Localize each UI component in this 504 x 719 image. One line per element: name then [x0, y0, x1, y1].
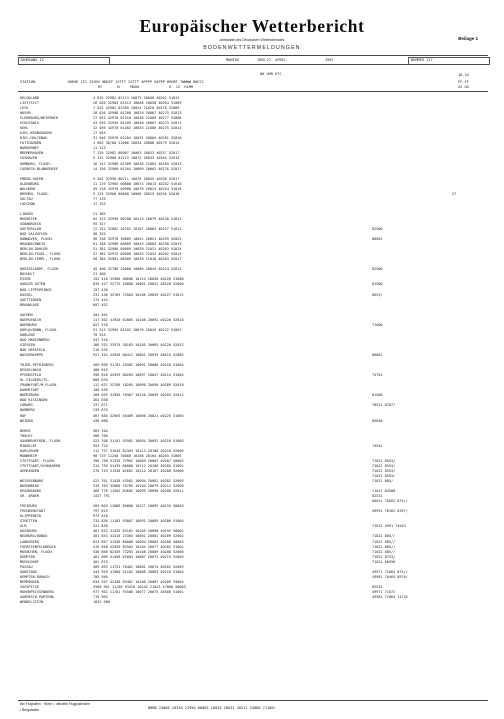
station-name: BRAUNSCHWEIG — [20, 242, 46, 247]
station-name: AUGSBURG — [20, 529, 37, 534]
station-values: 91 513 32965 01102 10076 20045 40222 51007 — [93, 327, 182, 332]
station-name: TRIER-PETRISBERG — [20, 363, 54, 368]
station-values: 17 253 — [93, 201, 106, 206]
station-name: OLDENBURG — [20, 181, 39, 186]
station-values: 634 947 42458 83401 10100 20087 40209 53004 — [93, 579, 184, 584]
station-remark: 60011 70262 875// — [372, 499, 408, 504]
station-name: BAD LIPPSPRINGE — [20, 287, 52, 292]
station-values: 262 658 — [93, 398, 108, 403]
supplement-label: Beilage 1 — [458, 36, 478, 41]
station-remark: 81500 — [372, 282, 383, 287]
station-values: 401 875 — [93, 559, 108, 564]
station-name: FREIBURG — [20, 504, 37, 509]
station-name: AACHEN — [20, 312, 33, 317]
station-name: ZUGSPITZE — [20, 584, 39, 589]
station-name: REGENSBURG — [20, 489, 42, 494]
station-remark: 49971 71064 875// — [372, 569, 408, 574]
station-values: 2960 961 11/00 93410 10242 21043 47066 58003 — [93, 584, 186, 589]
station-remark: 71000 — [372, 322, 383, 327]
station-values: 12 036 42970 01402 10033 21006 40275 52014 — [93, 126, 182, 131]
station-name: LECK — [20, 106, 29, 111]
station-name: BAD MARIENBERG — [20, 337, 50, 342]
station-name: NUERNBERG — [20, 484, 39, 489]
station-values: 462 869 41456 62803 10087 20072 40215 52005 — [93, 554, 184, 559]
station-name: LANDSBERG — [20, 539, 39, 544]
station-values: 5 131 32968 01215 10072 20033 40264 52015 — [93, 156, 180, 161]
station-remark: 71022 885/ — [372, 479, 394, 484]
page-title: Europäischer Wetterbericht — [139, 16, 365, 36]
station-remark: 71022 8553/ — [372, 474, 396, 478]
station-values: 805 635 — [93, 378, 108, 383]
station-values: 381 853 41518 23303 10081 20062 40209 52002 — [93, 534, 184, 539]
station-values: 31 046 32970 01204 10031 20004 40281 52010 — [93, 136, 182, 141]
station-values: 839 427 32775 10808 10061 20041 48520 52006 — [93, 282, 184, 287]
station-values: 265 609 31/02 10302 10091 20088 40218 51004 — [93, 363, 184, 368]
station-values: 231 438 32765 73503 10106 20059 40227 51012 — [93, 292, 184, 297]
station-name: PASSAU — [20, 564, 33, 569]
station-name: GUETERSLOH — [20, 227, 42, 232]
station-name: WENDELSTEIN — [20, 600, 44, 604]
station-values: 607 452 — [93, 302, 108, 307]
station-name: KOBLENZ — [20, 332, 35, 337]
column-header-line1: STATION HOEHE III IIHVV NDDFF 1STTT 2STTT 4PPPP 5APPP 6RRRT 7WWWW 8NCCC — [20, 80, 204, 84]
station-name: KLIPPENECK — [20, 514, 42, 519]
station-name: MUEHLDORF — [20, 559, 39, 564]
station-values: 16 147 32980 01309 10036 21003 40269 52013 — [93, 161, 182, 166]
station-name: THOLEY — [20, 433, 33, 438]
station-name: NEUBURG/DONAU — [20, 534, 48, 539]
station-values: 973 818 — [93, 514, 108, 519]
column-header-right3: XX OX — [458, 85, 469, 89]
station-name: GR. ARBER — [20, 494, 39, 499]
station-name: SCHLESWIG — [20, 121, 39, 126]
column-header-right2: FF-FF — [458, 80, 469, 84]
station-values: 314 739 31435 80000 10112 20108 40205 51001 — [93, 463, 184, 468]
station-name: WASSERKUPPE — [20, 353, 44, 358]
station-name: SOLTAU — [20, 196, 33, 201]
station-values: 337 671 — [93, 403, 108, 408]
station-remark: 71022 86550 — [372, 559, 396, 564]
station-name: KASSEL — [20, 292, 33, 297]
station-remark: 70511 8707/ — [372, 403, 396, 408]
station-name: KIEL-KRONSHAGEN — [20, 131, 52, 136]
station-remark: 74542 — [372, 443, 383, 448]
station-remark: 82532 — [372, 494, 383, 499]
station-name: ULM — [20, 524, 27, 529]
station-values: 26 020 32984 01513 10068 20058 40264 51009 — [93, 101, 182, 106]
station-values: 210 535 — [93, 348, 108, 352]
station-values: 152 410 32980 00606 10114 20050 40226 51008 — [93, 277, 184, 282]
station-name: HL.FILDERS/TS. — [20, 378, 50, 383]
station-name: STOETTEN — [20, 519, 37, 524]
station-name: DEUSELBACH — [20, 368, 42, 373]
station-values: 14 156 32960 01204 10009 20002 40276 52017 — [93, 166, 182, 171]
station-name: DARMSTADT — [20, 388, 39, 393]
station-name: LIST/SYLT — [20, 101, 39, 106]
station-values: 4 015 32982 01113 10075 20048 40262 51013 — [93, 96, 180, 100]
year-value: 1987 — [325, 58, 334, 62]
station-name: STUTTGART, FLUGH. — [20, 458, 56, 463]
station-name: GIESSEN — [20, 342, 35, 347]
station-values: 366 776 11562 83602 10099 20090 40206 52011 — [93, 489, 184, 494]
station-name: BERUS — [20, 428, 31, 433]
station-name: LUECHOW — [20, 201, 35, 206]
station-name: NOERVENICH — [20, 317, 42, 322]
station-values: 51 381 32980 00609 10039 21031 40263 52014 — [93, 247, 182, 252]
station-name: BRAUNLAGE — [20, 302, 39, 307]
station-name: HUSUM — [20, 111, 31, 116]
station-name: KIEL-HOLTENAU — [20, 136, 48, 141]
station-remark: 71022 885// — [372, 539, 396, 544]
station-name: MANNHEIM — [20, 453, 37, 458]
station-name: STUTTGART/SCHNARREN — [20, 463, 61, 468]
column-header-right1: 18-24 — [458, 73, 469, 77]
date-label: DEN 27. APRIL — [258, 58, 287, 62]
station-values: 239 675 — [93, 408, 108, 413]
station-remark: 82532 — [372, 584, 383, 589]
station-values: 112 727 31645 82303 10113 20108 40210 52006 — [93, 448, 184, 453]
station-name: SAARBRUECKEN, FLUGH. — [20, 438, 63, 443]
station-remark: 71022 4991 74543 — [372, 524, 406, 529]
station-name: GARMISCH-PARTENK. — [20, 594, 56, 599]
station-values: 11 113 — [93, 146, 106, 151]
station-values: 319 763 32660 70705 10104 20079 40212 52009 — [93, 484, 184, 489]
station-name: DUESSELDORF, FLUGH. — [20, 267, 61, 272]
station-name: BERLIN-TEGEL, FLUGH. — [20, 252, 63, 257]
station-values: 11 219 32965 00808 10074 20013 40252 51018 — [93, 181, 182, 186]
station-values: 530 866 82459 73203 10108 20089 40208 52006 — [93, 549, 184, 554]
station-name: BOCHOLT — [20, 272, 35, 277]
station-values: 363 704 — [93, 428, 108, 433]
station-values: 322 708 31/01 92902 10094 20092 40210 51005 — [93, 438, 184, 443]
station-values: 186 532 32975 30103 10105 20065 40220 52012 — [93, 342, 184, 347]
station-remark: 49991 70162 8357/ — [372, 509, 408, 514]
station-values: 7 129 32982 00907 10063 20033 40257 52017 — [93, 151, 180, 156]
station-remark: 82500 — [372, 227, 383, 232]
station-remark: 74742 — [372, 373, 383, 378]
station-values: 386 706 — [93, 433, 108, 438]
station-name: BAD HERSFELD — [20, 348, 46, 352]
station-values: 72 322 32862 20703 10107 20065 40237 51011 — [93, 227, 182, 232]
station-values: 522 838 — [93, 524, 108, 529]
station-remark: 71022 8553/ — [372, 458, 396, 463]
station-name: NUERBURG — [20, 322, 37, 327]
station-name: FREUDENSTADT — [20, 509, 46, 514]
station-values: 27 033 42970 01310 10038 21009 40277 52008 — [93, 116, 182, 121]
station-remark: 49981 70464 8570/ — [372, 574, 408, 579]
station-values: 37 382 32975 00506 10033 21032 40262 52015 — [93, 252, 182, 257]
station-name: MUENSTER — [20, 216, 37, 221]
station-name: COBURG — [20, 403, 33, 408]
station-remark: 49981 71064 74742 — [372, 594, 408, 599]
station-name: ESSEN — [20, 277, 31, 282]
station-name: HAMBURG, FLUGH. — [20, 161, 52, 166]
station-values: 98 325 — [93, 232, 106, 237]
issue-label: NUMMER 117 — [411, 58, 433, 62]
station-name: HOF — [20, 413, 27, 418]
station-values: 17 045 — [93, 131, 106, 136]
station-remark: 71022 8553/ — [372, 468, 396, 473]
station-name: KONSTANZ — [20, 569, 37, 574]
column-header-line2: KY N MOOO R 12 HLMH — [20, 85, 194, 89]
station-name: KEHL — [20, 126, 29, 131]
station-values: 519 858 42559 82502 10104 20077 40202 51001 — [93, 544, 184, 549]
station-values: 77 235 — [93, 196, 106, 201]
station-values: 28 026 42980 01208 10029 20007 40275 52013 — [93, 111, 182, 116]
station-name: HOHENPEISSENBERG — [20, 589, 54, 594]
station-name: WALHORN — [20, 186, 35, 191]
page-subtitle: Amtsblatt des Deutschen Wetterdienstes — [219, 38, 285, 42]
station-name: LUEBECK-BLANKENSEE — [20, 166, 58, 171]
station-values: 175 444 — [93, 297, 108, 302]
station-values: 797 815 — [93, 509, 108, 514]
station-values: 96 729 11250 70000 10108 20104 40203 51005 — [93, 453, 182, 458]
station-values: 705 946 — [93, 574, 108, 579]
station-values: 95 317 — [93, 222, 106, 226]
station-values: 157 430 — [93, 287, 108, 292]
station-values: 443 929 41960 51102 10088 20083 40210 51004 — [93, 569, 184, 574]
station-name: HAHLER ASTEN — [20, 282, 46, 287]
station-values: 627 510 — [93, 322, 108, 327]
station-remark: 71011 84500 — [372, 489, 396, 494]
station-values: 21 305 — [93, 211, 106, 216]
station-values: 547 516 — [93, 337, 108, 342]
station-remark: 71022 885// — [372, 549, 396, 554]
station-values: 1437 791 — [93, 494, 110, 499]
station-values: 5 224 32960 00808 10060 20015 40256 52018 — [93, 191, 180, 196]
station-values: 396 626 42959 00203 10097 20047 40214 51004 — [93, 373, 184, 378]
station-values: 734 836 11103 93007 10091 20089 40206 51004 — [93, 519, 184, 524]
station-values: 268 655 31956 70307 10120 20059 40204 52012 — [93, 393, 184, 398]
station-values: 553 724 — [93, 443, 108, 448]
station-values: 43 035 32945 01105 10040 20007 40273 52011 — [93, 121, 182, 126]
station-values: 977 962 11/01 93506 10077 20075 48506 51001 — [93, 589, 184, 594]
station-remark: 80001 — [372, 237, 383, 242]
station-remark: 82500 — [372, 267, 383, 272]
station-values: 117 502 41920 02805 10108 20092 40226 52018 — [93, 317, 184, 322]
station-remark: 71022 885// — [372, 544, 396, 549]
station-name: WUERZBURG — [20, 393, 39, 398]
station-name: BREMERHAVEN — [20, 151, 44, 156]
station-name: NORDERNEY — [20, 146, 39, 151]
section-heading: BODENWETTERMELDUNGEN — [203, 45, 301, 51]
utc-label: 00 UHR UTC — [260, 72, 282, 76]
station-name: FLENSBURG/WEIERWIK — [20, 116, 58, 121]
station-values: 45 400 32780 20000 10086 20045 40224 52012 — [93, 267, 182, 272]
station-values: 56 338 32970 30809 10051 20021 40259 52023 — [93, 237, 182, 242]
footer-code: BBBB 23006 10338 21950 00863 10035 20031 40211 54000 71100= — [148, 706, 276, 710]
station-name: KEMPTEN-DURACH — [20, 574, 50, 579]
station-values: 461 852 31435 83101 10109 20098 40195 50002 — [93, 529, 184, 534]
year-label: JAHRGANG 12 — [20, 58, 44, 62]
station-name: BAMBERG — [20, 408, 35, 413]
station-remark: 81500 — [372, 393, 383, 398]
station-name: OEHRINGEN — [20, 468, 39, 473]
station-name: FUERSTENFELDBRUCK — [20, 544, 56, 549]
station-values: 81 348 32980 00809 10045 20002 40258 52019 — [93, 242, 182, 247]
station-name: PFERDSFELD — [20, 373, 42, 378]
station-remark: 71022 8553/ — [372, 463, 396, 468]
station-name: MEMMINGEN — [20, 579, 39, 584]
station-name: CUXHAVEN — [20, 156, 37, 161]
station-name: HANNOVER, FLUGH. — [20, 237, 54, 242]
station-values: 111 637 32768 10205 10096 20056 40209 52010 — [93, 383, 184, 388]
station-name: KARLSRUHE — [20, 448, 39, 453]
station-name: BREMEN, FLUGH. — [20, 191, 50, 196]
station-remark: 71022 8753/ — [372, 554, 396, 559]
station-values: 567 685 32965 50409 10066 20021 40225 51005 — [93, 413, 184, 418]
station-values: 49 218 42970 00908 10078 20024 40254 51018 — [93, 186, 182, 191]
station-values: 62 313 32958 00706 10113 20079 40230 51012 — [93, 216, 182, 221]
station-remark: 8653/ — [372, 292, 383, 297]
station-values: 7 022 42982 01305 10024 21020 40278 52009 — [93, 106, 180, 111]
station-remark: 49971 71072 — [372, 589, 396, 594]
station-name: BERLIN-DAHLEM — [20, 247, 48, 252]
station-values: 50 384 32981 00509 10030 21018 40263 52017 — [93, 257, 182, 262]
station-values: 269 803 11666 80000 10127 20099 40194 50003 — [93, 504, 184, 509]
station-name: KOELN/BONN, FLUGH. — [20, 327, 58, 332]
station-values: 1 063 36/60 11606 10034 20006 40279 52014 — [93, 141, 180, 146]
station-values: 438 688 — [93, 418, 108, 423]
station-name: HELGOLAND — [20, 96, 39, 100]
station-name: MUENCHEN, FLUGH. — [20, 549, 54, 554]
station-name: EMDEN-HAFEN — [20, 176, 44, 181]
station-name: WEISSENBURG — [20, 479, 44, 484]
station-values: 396 738 31335 72902 10089 20081 40207 50003 — [93, 458, 184, 463]
station-values: 1832 980 — [93, 600, 110, 604]
weekday-label: MONTAG — [226, 58, 239, 62]
station-values: 409 893 11725 70401 10082 20074 40202 52009 — [93, 564, 184, 569]
station-name: MINSELBT — [20, 443, 37, 448]
station-name: FRANKFURT/M.FLUGH. — [20, 383, 58, 388]
station-values: 480 615 — [93, 368, 108, 373]
station-remark: 80001 — [372, 353, 383, 358]
station-name: KEMPTEN — [20, 554, 35, 559]
side-note: 27 — [452, 192, 457, 196]
station-values: 21 406 — [93, 272, 106, 277]
station-values: 108 639 — [93, 388, 108, 393]
station-values: 422 761 31430 43502 10094 20081 40202 52005 — [93, 479, 184, 484]
station-values: 202 501 — [93, 312, 108, 317]
station-remark: 71022 885// — [372, 534, 396, 539]
footer-note-1: Bei Flughäfen : Höhe = offizielle Flugplatzhöhe — [20, 702, 91, 706]
station-values: 623 857 41556 80000 10094 20084 40208 50003 — [93, 539, 184, 544]
station-name: OSNABRUECK — [20, 222, 42, 226]
station-values: 70 515 — [93, 332, 106, 337]
station-name: BERLIN-TEMPL, FLUGH. — [20, 257, 63, 262]
station-name: GOETTINGEN — [20, 297, 42, 302]
station-name: BAD KISSINGEN — [20, 398, 48, 403]
station-values: 276 743 31530 82601 10114 20107 40208 52006 — [93, 468, 184, 473]
station-name: LINGEN — [20, 211, 33, 216]
station-values: 719 963 — [93, 594, 108, 599]
station-remark: 85030 — [372, 418, 383, 423]
station-name: FUTTGARDEN — [20, 141, 42, 146]
footer-note-2: • Bergstation — [20, 708, 40, 712]
station-values: 5 202 32958 00711 10076 20045 40250 52017 — [93, 176, 180, 181]
station-values: 921 544 32958 00411 10061 20039 48515 52005 — [93, 353, 184, 358]
station-name: BAD SALZUFLEN — [20, 232, 48, 237]
station-name: WEIDEN — [20, 418, 33, 423]
